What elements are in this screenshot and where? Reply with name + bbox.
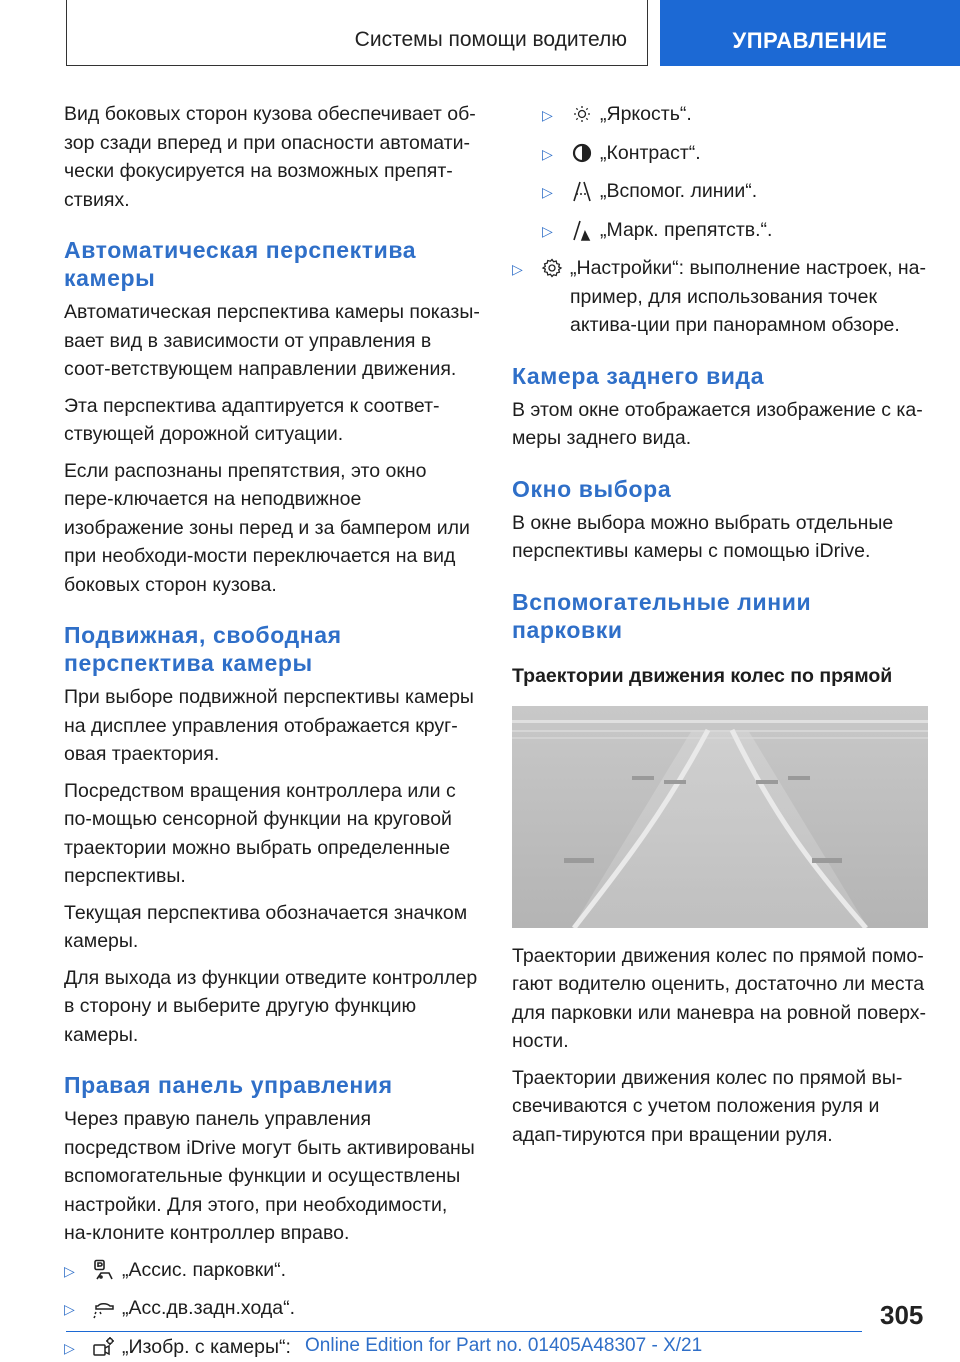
page-number: 305 [880,1300,924,1330]
heading-parking-lines: Вспомогательные линии парковки [512,588,812,643]
heading-free-perspective: Подвижная, свободная перспектива камеры [64,622,342,676]
bullet-triangle-icon: ▷ [542,107,553,123]
bullet-triangle-icon: ▷ [64,1339,75,1356]
footer-edition-text: Online Edition for Part no. 01405A48307 - X/21 [305,1335,703,1356]
header-chapter-title: УПРАВЛЕНИЕ [732,28,888,53]
bullet-triangle-icon: ▷ [542,145,553,162]
header-section-title: Системы помощи водителю [354,28,627,51]
paragraph-right-panel: Через правую панель управления посредством iDrive могут быть активированы вспомогательные функции и осуществлены настройки. Для этого, при необходимости, на-клоните контроллер вправо. [64,1108,475,1244]
list-item-label: „Контраст“. [600,141,701,164]
bullet-triangle-icon: ▷ [64,1301,75,1317]
camera-settings-icon [86,1333,122,1362]
paragraph-free-3: Текущая перспектива обозначается значком камеры. [64,901,468,952]
paragraph-rear-camera: В этом окне отображается изображение с ка-меры заднего вида. [512,398,923,449]
paragraph-auto-2: Эта перспектива адаптируется к соответ-ствующей дорожной ситуации. [64,394,440,445]
subheading-trajectory: Траектории движения колес по прямой [512,664,893,687]
bullet-triangle-icon: ▷ [64,1262,75,1279]
paragraph-trajectory-2: Траектории движения колес по прямой вы-свечиваются с учетом положения руля и адап-тируются при вращении руля. [512,1066,903,1146]
list-item-label: „Асс.дв.задн.хода“. [122,1297,296,1319]
heading-auto-perspective: Автоматическая перспектива камеры [64,237,417,291]
paragraph-free-1: При выборе подвижной перспективы камеры на дисплее управления отображается круг-овая траектория. [64,686,474,765]
list-item-reverse-assist [64,1294,480,1324]
header-section-box [66,0,648,66]
list-item-label: „Яркость“. [600,103,692,125]
list-item-label: „Марк. препятств.“. [600,218,773,241]
list-item-guide-lines [542,177,928,207]
footer-divider [66,1331,862,1332]
list-item-parking-assist [64,1256,480,1286]
guide-lines-icon [564,177,600,207]
list-item-settings [512,254,928,340]
obstacle-marking-icon [564,216,600,246]
list-item-label: „Изобр. с камеры“: [122,1335,291,1358]
list-item-label: „Настройки“: выполнение настроек, на-пример, для использования точек актива-ции при панорамном обзоре. [570,257,927,336]
brightness-icon [564,100,600,130]
list-item-label: „Ассис. парковки“. [122,1258,287,1281]
list-item-contrast [542,139,928,169]
list-item-brightness [542,100,928,130]
header-chapter-box [660,0,960,66]
heading-rear-camera: Камера заднего вида [512,362,765,389]
paragraph-intro: Вид боковых сторон кузова обеспечивает об-зор сзади вперед и при опасности автомати-чески фокусируется на возможных препят-ствиях. [64,103,476,211]
paragraph-auto-3: Если распознаны препятствия, это окно пере-ключается на неподвижное изображение зоны перед и за бампером или при необходи-мости переключается на вид боковых сторон кузова. [64,459,470,596]
paragraph-auto-1: Автоматическая перспектива камеры показы-вает вид в зависимости от управления в соот-ветствующем направлении движения. [64,301,480,380]
trajectory-camera-image [512,706,928,928]
bullet-triangle-icon: ▷ [542,184,553,200]
bullet-triangle-icon: ▷ [512,261,523,277]
bullet-triangle-icon: ▷ [542,222,553,239]
heading-right-panel: Правая панель управления [64,1072,393,1098]
contrast-icon [564,139,600,169]
reverse-assist-icon [86,1294,122,1324]
list-item-label: „Вспомог. линии“. [600,180,758,202]
paragraph-trajectory-1: Траектории движения колес по прямой помо-гают водителю оценить, достаточно ли места для парковки или маневра на ровной поверх-ности. [512,944,926,1052]
right-column [512,100,928,1157]
paragraph-selection-window: В окне выбора можно выбрать отдельные перспективы камеры с помощью iDrive. [512,511,894,562]
heading-selection-window: Окно выбора [512,475,672,502]
settings-gear-icon [534,254,570,340]
list-item-obstacle-marking [542,216,928,246]
left-column [64,100,480,1362]
paragraph-free-2: Посредством вращения контроллера или с по-мощью сенсорной функции на круговой траектории можно выбрать определенные перспективы. [64,779,456,887]
parking-assist-icon [86,1256,122,1286]
paragraph-free-4: Для выхода из функции отведите контроллер в сторону и выберите другую функцию камеры. [64,966,478,1046]
